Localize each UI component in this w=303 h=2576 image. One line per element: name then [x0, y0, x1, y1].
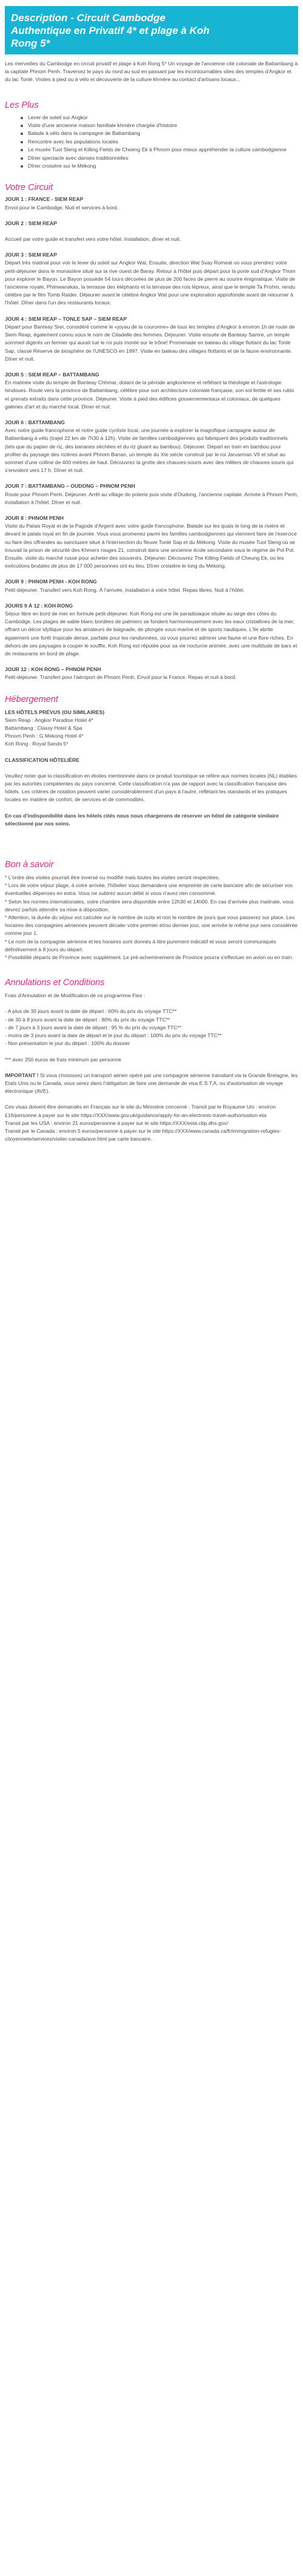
- day-block: [5, 220, 298, 228]
- info-item: * Selon les normes internationales, votre chambre sera disponible entre 12h30 et 14h00. En cas d'arrivée plus matinale, vous devrez parfois attendre sa mise à disposition.: [5, 898, 294, 913]
- plus-heading: Les Plus: [5, 100, 39, 110]
- info-item: * Attention, la durée du séjour est calculée sur le nombre de nuits et non le nombre de jours que vous passerez sur place. Les horaires des compagnies aériennes peuvent décaler votre premier et/ou dernier jour, une arrivée le même jour sera considérée comme jour 1.: [5, 914, 298, 937]
- page-title-banner: [5, 6, 298, 54]
- day-block: [5, 195, 298, 211]
- cancellation-fee-item: - de 7 jours à 3 jours avant la date de départ : 95 % du prix du voyage TTC**: [5, 1024, 182, 1031]
- day-title: JOUR 3 : SIEM REAP: [5, 252, 57, 258]
- hotels-subtitle: LES HÔTELS PRÉVUS (OU SIMILAIRES): [5, 709, 105, 715]
- classification-title: CLASSIFICATION HÔTELIÈRE: [5, 756, 80, 763]
- day-block: [5, 371, 298, 411]
- day-title: JOUR 5 : SIEM REAP – BATTAMBANG: [5, 371, 99, 378]
- bon-a-savoir-heading: Bon à savoir: [5, 860, 54, 870]
- day-block: [5, 482, 298, 506]
- day-block: [5, 419, 298, 474]
- info-item: * Possibilité départs de Province avec supplément. Le pré-acheminement de Province pourra s'effectuer en avion ou en train.: [5, 954, 293, 961]
- title-line-3: Rong 5*: [11, 38, 50, 49]
- day-block: [5, 666, 298, 681]
- cancellation-fee-item: - Non présentation le jour du départ : 100% du dossier: [5, 1040, 130, 1047]
- day-text: Petit-déjeuner. Transfert vers Koh Rong. À l'arrivée, installation à votre hôtel. Repas libres. Nuit à l'hôtel.: [5, 586, 245, 593]
- info-item: * Lors de votre séjour plage, à votre arrivée, l'hôtelier vous demandera une empreinte de carte bancaire afin de sécuriser vos éventuelles dépenses en extra. Vous ne subirez aucun débit si vous n'avez rien consommé.: [5, 882, 293, 897]
- title-line-2: Authentique en Privatif 4* et plage à Koh: [11, 25, 210, 36]
- day-block: [5, 514, 298, 570]
- important-label: IMPORTANT !: [5, 1072, 39, 1078]
- day-title: JOUR 2 : SIEM REAP: [5, 220, 57, 226]
- hotel-line: Phnom Penh : G Mekong Hotel 4*: [5, 733, 84, 739]
- day-text: En matinée visite du temple de Banteay Chhmar, dotant de la période angkorienne et reflétant la théologie et l'astrologie hindoues. Route vers la province de Battambang, célèbre pour son architecture coloniale française, son sol fertile et ses rubis et grenats extraits dans cette province. Déjeuner. Visite à pied des édifices gouvernementaux et coloniaux, de quelques galeries d'art et du marché local. Dîner et nuit.: [5, 379, 295, 410]
- day-text: Route pour Phnom Penh. Déjeuner. Arrêt au village de poterie puis visite d'Oudong, l'ancienne capitale. Arrivée à Phnom Penh, installation à l'hôtel. Dîner et nuit.: [5, 491, 298, 505]
- plus-list: [5, 114, 298, 171]
- day-title: JOUR 7 : BATTAMBANG – OUDONG – PHNOM PENH: [5, 483, 136, 490]
- day-text: Avec notre guide francophone et notre guide cycliste local, une journée à explorer la magnifique campagne autour de Battambang à vélo (trajet 22 km de 7h30 à 12h). Visite de familles cambodgiennes qui fabriquent des produits traditionnels (tels que du papier de riz, des bananes séchées et du riz gluant au bambou). Déjeuner. Départ en train en bambou pour profiter du paysage des rizières avant Phnom Banan, un temple du XIe siècle construit par le roi Jarvarman VII et situé au sommet d'une colline de 400 mètres de haut. Découvrez la grotte des chauves-souris avec des milliers de chauves-souris qui s'envolent vers 17 h. Dîner et nuit.: [5, 427, 294, 474]
- important-text: Si vous choisissez un transport aérien opéré par une compagnie aérienne transitant via la Grande Bretagne, les Etats Unis ou le Canada, vous serez dans l'obligation de faire une demande de visa E.S.T.A. ou d'autorisation de voyage électronique (AVE).: [5, 1072, 298, 1095]
- annulations-heading: Annulations et Conditions: [5, 978, 105, 988]
- cancellation-intro: Frais d'Annulation et de Modification de ce programme Flex :: [5, 992, 145, 999]
- canada-visa-text: Transit par le Canada : environ 5 euros/personne à payer sur le site https://XXX/www.canada.ca/fr/immigration-refugies-citoyennete/services/visiter-canada/ave.html par carte bancaire.: [5, 1127, 281, 1142]
- list-item: Dîner croisière sur le Mékong: [28, 162, 298, 170]
- usa-visa-text: Transit par les USA : environ 21 euros/personne à payer sur le site https://XXX/esta.cbp.dhs.gov/: [5, 1119, 228, 1126]
- cancellation-fee-item: - A plus de 30 jours avant la date de départ : 60% du prix du voyage TTC**: [5, 1008, 177, 1015]
- day-block: [5, 602, 298, 658]
- visa-text: Ces visas doivent être demandés en Français sur le site du Ministère concerné : Transit par le Royaume Uni : environ £16/personne à payer sur le site https://XXX/www.gov.uk/guidance/apply-for-an-electronic-travel-authorisation-eta: [5, 1104, 276, 1118]
- day-text: Envol pour le Cambodge. Nuit et services à bord.: [5, 204, 119, 211]
- day-title: JOUR 6 : BATTAMBANG: [5, 419, 65, 425]
- cancellation-fee-item: - de 30 à 8 jours avant la date de départ : 80% du prix du voyage TTC**: [5, 1016, 170, 1023]
- cancellation-fee-item: - moins de 3 jours avant la date de départ et le jour du départ : 100% du prix du voyage TTC**: [5, 1032, 222, 1039]
- day-text: Visite du Palais Royal et de la Pagode d'Argent avec votre guide francophone. Balade sur les quais le long de la rivière et devant le palais royal en fin de journée. Vous vous promenez parmi les familles cambodgiennes qui viennent faire de l'exercice ou faire des offrandes au sanctuaire situé à l'intersection du fleuve Tonlé Sap et du Mékong. Visite du musée Tuol Sleng où se trouvait la prison de sécurité des Khmers rouges 21, construit dans une ancienne école secondaire sous le régime de Pol Pot. Ensuite, visite du marché russe pour acheter des souvenirs. Déjeuner. Découvrez The Killing Fields of Cheung Ek, où les exécutions brutales de plus de 17 000 personnes ont eu lieu. Dîner croisière le long du Mékong.: [5, 523, 297, 569]
- day-block: [5, 251, 298, 307]
- day-text: Départ très matinal pour voir le lever du soleil sur Angkor Wat. Ensuite, direction Wat Svay Romeat où vous prendrez votre petit-déjeuner dans le monastère situé sur la rive ouest de Baray. Retour à l'hôtel puis départ pour la porte sud d'Angkor Thom pour explorer le Bayon. Le Bayon possède 54 tours décorées de plus de 200 faces de pierre au sourire énigmatique. Visite de l'ancienne royale, Phimeanakas, la terrasse des éléphants et la terrasse des rois lépreux, ainsi que le temple Ta Prohm, rendu célèbre par le film Tomb Raider. Déjeuner avant le célèbre Angkor Wat pour une exploration approfondie avant de retourner à l'hôtel. Dîner dans l'un des restaurants locaux.: [5, 260, 296, 306]
- day-block: [5, 315, 298, 363]
- important-notice: [5, 1072, 298, 1096]
- title-line-1: Description - Circuit Cambodge: [11, 12, 166, 24]
- info-item: * L'ordre des visites pourrait être inversé ou modifié mais toutes les visites seront respectées.: [5, 874, 220, 881]
- day-title: JOUR 8 : PHNOM PENH: [5, 514, 64, 521]
- day-block: [5, 578, 298, 594]
- list-item: Le musée Tuol Sleng et Killing Fields de Choeng Ek à Phnom pour mieux appréhender la culture cambodgienne: [28, 146, 298, 154]
- classification-text: Veuillez noter que la classification en étoiles mentionnée dans ce produit touristique se réfère aux normes locales (NL) établies par les autorités compétentes du pays concerné. Cette classification n'a pas de rapport avec la classification française des hôtels. Les critères de notation peuvent varier considérablement d'un pays à l'autre, reflétant les standards et les pratiques locales en matière de confort, de services et de commodités.: [5, 772, 297, 803]
- day-title: JOURS 9 À 12 : KOH RONG: [5, 602, 73, 609]
- page: [5, 6, 298, 1143]
- minimum-fee-note: *** avec 250 euros de frais minimum par personne: [5, 1056, 122, 1063]
- list-item: Rencontre avec les populations locales: [28, 138, 298, 146]
- hotel-line: Battambang : Classy Hotel & Spa: [5, 725, 82, 732]
- day-title: JOUR 12 : KOH RONG – PHNOM PENH: [5, 666, 101, 673]
- day-title: JOUR 1 : FRANCE - SIEM REAP: [5, 196, 84, 203]
- info-item: * Le nom de la compagnie aérienne et les horaires sont donnés à titre purement indicatif et vous seront communiqués définitivement à 8 jours du départ.: [5, 938, 276, 952]
- intro-text: Les merveilles du Cambodge en circuit privatif et plage à Koh Rong 5* Un voyage de l'ancienne cité coloniale de Battambang à la capitale Phnom Penh. Traversez le pays du nord au sud en passant par les incontournables sites des temples d'Angkor et du lac Tonlé. Visites à pied ou à vélo et découverte de la culture khmère au contact d'artisans locaux...: [5, 61, 298, 83]
- circuit-heading: Votre Circuit: [5, 183, 53, 193]
- day-text: Séjour libre en bord de mer en formule petit-déjeuner. Koh Rong est une île paradisiaque située au large des côtes du Cambodge. Les plages de sable blanc bordées de palmiers se fondent harmonieusement avec les eaux cristallines de la mer, offrant un décor idyllique pour les amateurs de baignade, de plongée sous-marine et de sports nautiques. L'île abrite également une forêt tropicale dense, parfaite pour les randonnées, où vous pourrez admirer une faune et une flore riches. En dehors de ses paysages à couper le souffle, Koh Rong est réputée pour sa vie nocturne animée, avec une multitude de bars et de restaurants en bord de plage.: [5, 610, 298, 657]
- day-text: Petit-déjeuner. Transfert pour l'aéroport de Phnom Penh. Envol pour la France. Repas et nuit à bord.: [5, 674, 236, 681]
- hotel-line: Siem Reap : Angkor Paradise Hotel 4*: [5, 716, 93, 723]
- hebergement-heading: Hébergement: [5, 694, 58, 704]
- hotel-line: Koh Rong : Royal Sands 5*: [5, 741, 68, 747]
- day-title: JOUR 4 : SIEM REAP – TONLE SAP – SIEM REAP: [5, 315, 127, 322]
- availability-note: En cas d'indisponibilité dans les hôtels cités nous nous chargerons de réserver un hôtel de catégorie similaire sélectionné par nos soins.: [5, 812, 279, 827]
- day-block: [5, 235, 298, 243]
- list-item: Dîner spectacle avec danses traditionnelles: [28, 154, 298, 162]
- day-text: Départ pour Banteay Srei, considéré comme le «joyau de la couronne» de tous les temples d'Angkor à environ 1h de route de Siem Reap, également connu sous le nom de Citadelle des femmes. Déjeuner. Visite ensuite de Banteay Samre, un temple sommeil digérés un fermier qui aurait tué le roi puis monté sur le trône! Promenade en bateau du village flottant du lac Tonlé Sap, classé Réserve de biosphère de l'UNESCO en 1997. Visite en bateau des villages flottants et de la faune environnante. Dîner et nuit.: [5, 323, 295, 362]
- list-item: Lever de soleil sur Angkor: [28, 114, 298, 122]
- day-title: JOUR 9 : PHNOM PENH - KOH RONG: [5, 578, 97, 585]
- list-item: Balade à vélo dans la campagne de Battambang: [28, 129, 298, 137]
- list-item: Visite d'une ancienne maison familiale khmère chargée d'histoire: [28, 122, 298, 129]
- day-text: Accueil par votre guide et transfert vers votre hôtel. Installation, dîner et nuit.: [5, 236, 181, 243]
